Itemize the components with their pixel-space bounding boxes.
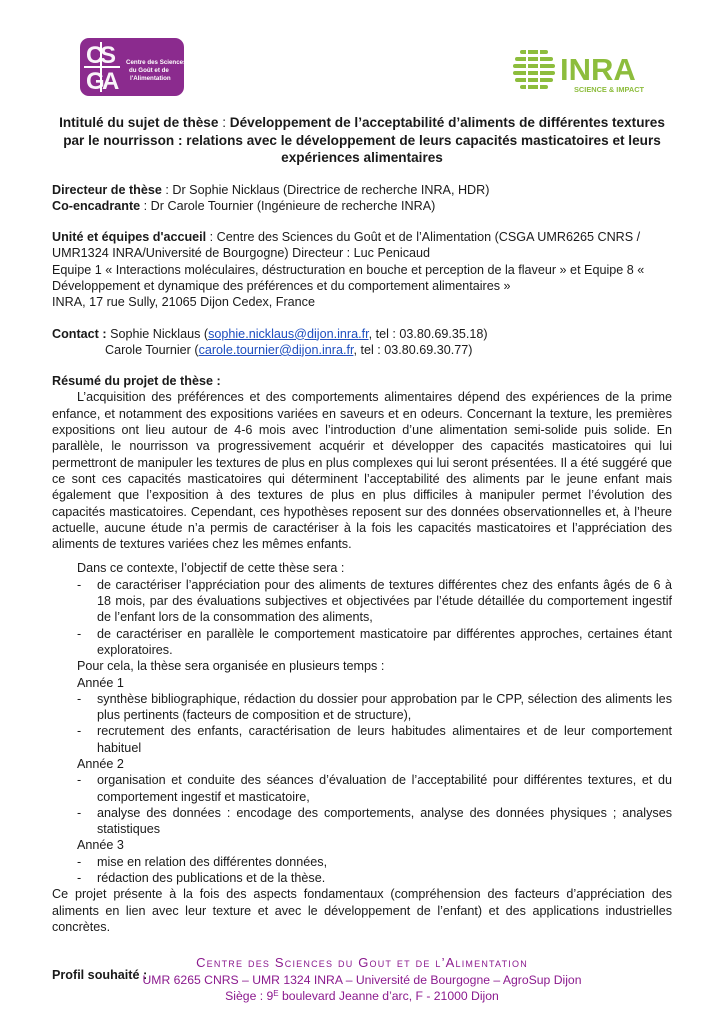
title-text: Développement de l’acceptabilité d’aliments de différentes textures par le nourrisson : relations avec le développement de leurs capacités masticatoires et leurs expériences alimentaires [63, 115, 665, 165]
objective-intro: Dans ce contexte, l’objectif de cette thèse sera : [77, 561, 345, 576]
year-3-label: Année 3 [77, 838, 124, 853]
summary-conclusion: Ce projet présente à la fois des aspects fondamentaux (compréhension des facteurs d’appréciation des aliments en lien avec leur texture et avec le développement de l’enfant) et des applications industrielles concrètes. [52, 887, 672, 934]
inra-tagline: SCIENCE & IMPACT [574, 85, 645, 94]
thesis-title [52, 114, 672, 167]
unit-line-2: Equipe 1 « Interactions moléculaires, déstructuration en bouche et perception de la flaveur » et Equipe 8 « Développement et dynamique des préférences et du comportement alimentaires » [52, 262, 645, 293]
summary-paragraph: L’acquisition des préférences et des comportements alimentaires dépend des expériences de la prime enfance, et notamment des expositions variées en saveurs et en odeurs. Concernant la texture, les premières expositions ont lieu autour de 4-6 mois avec l’introduction d’une alimentation semi-solide puis solide. En parallèle, le nourrisson va progressivement acquérir et développer des capacités masticatoires qui lui permettront de manipuler les textures de plus en plus complexes qui lui seront présentées. Il a été suggéré que ce sont ces capacités masticatoires qui déterminent l’acceptabilité des aliments par le jeune enfant mais également que l’exposition à des textures de plus en plus difficiles à manipuler permet l’évolution des capacités masticatoires. Cependant, ces hypothèses reposent sur des données observationnelles et, à l’heure actuelle, aucune étude n’a permis de caractériser à la fois les capacités masticatoires et l’appréciation des aliments de textures variées chez les mêmes enfants. [52, 390, 672, 552]
year-2-list [52, 772, 672, 837]
footer-address-sup: E [273, 989, 279, 998]
contact-tel-1: , tel : 03.80.69.35.18) [368, 326, 488, 341]
footer-address-prefix: Siège : 9 [225, 989, 274, 1003]
year-2-label: Année 2 [77, 757, 124, 771]
svg-text:A: A [102, 68, 120, 95]
list-item: - recrutement des enfants, caractérisation de leurs habitudes alimentaires et de leur comportement habituel [52, 723, 672, 756]
list-item: - mise en relation des différentes données, [52, 854, 672, 870]
inra-wordmark: INRA [560, 52, 636, 87]
list-item: - organisation et conduite des séances d’évaluation de l’acceptabilité pour différentes textures, et du comportement ingestif et masticatoire, [52, 772, 672, 805]
footer-address [0, 988, 724, 1004]
year-1-list [52, 691, 672, 756]
director-value: : Dr Sophie Nicklaus (Directrice de recherche INRA, HDR) [161, 182, 490, 197]
year-1-label: Année 1 [77, 675, 124, 690]
csga-letters-top: C [86, 42, 104, 69]
footer-address-suffix: boulevard Jeanne d’arc, F - 21000 Dijon [278, 989, 499, 1003]
unit-label: Unité et équipes d'accueil [52, 230, 207, 245]
list-item: - analyse des données : encodage des comportements, analyse des données physiques ; analyses statistiques [52, 805, 672, 838]
list-item: - synthèse bibliographique, rédaction du dossier pour approbation par le CPP, sélection des aliments les plus pertinents (facteurs de composition et de structure), [52, 691, 672, 724]
summary-heading: Résumé du projet de thèse : [52, 374, 221, 389]
coadvisor-label: Co-encadrante [52, 198, 141, 213]
plan-intro: Pour cela, la thèse sera organisée en plusieurs temps : [77, 659, 385, 674]
csga-caption-2: du Goût et de [129, 67, 169, 74]
coadvisor-value: : Dr Carole Tournier (Ingénieure de recherche INRA) [140, 198, 436, 213]
svg-text:S: S [100, 42, 117, 69]
inra-logo [512, 46, 645, 96]
list-item: - de caractériser en parallèle le comportement masticatoire par différentes approches, certaines étant exploratoires. [52, 626, 672, 659]
title-separator: : [218, 115, 230, 130]
email-link-tournier[interactable]: carole.tournier@dijon.inra.fr [198, 342, 354, 357]
coadvisor-line [52, 198, 672, 214]
contact-name-2: Carole Tournier ( [105, 342, 199, 357]
title-label: Intitulé du sujet de thèse [59, 115, 219, 130]
footer-affiliations: UMR 6265 CNRS – UMR 1324 INRA – Université de Bourgogne – AgroSup Dijon [142, 973, 582, 987]
csga-caption-3: l'Alimentation [130, 75, 171, 82]
contact-tel-2: , tel : 03.80.69.30.77) [353, 342, 473, 357]
footer-org-name: Centre des Sciences du Gout et de l’Alimentation [196, 955, 528, 970]
director-label: Directeur de thèse [52, 182, 162, 197]
document-body [52, 114, 672, 984]
profile-heading: Profil souhaité : [52, 968, 148, 983]
contact-name-1: Sophie Nicklaus ( [106, 326, 209, 341]
csga-logo [80, 38, 187, 96]
inra-globe-icon [513, 48, 555, 89]
contact-label: Contact : [52, 326, 107, 341]
unit-line-3: INRA, 17 rue Sully, 21065 Dijon Cedex, France [52, 295, 315, 310]
objectives-list [52, 577, 672, 658]
director-line [52, 182, 672, 198]
contact-line-2 [52, 342, 672, 358]
list-item: - rédaction des publications et de la thèse. [52, 870, 672, 886]
unit-value: : Centre des Sciences du Goût et de l’Alimentation (CSGA UMR6265 CNRS / UMR1324 INRA/Université de Bourgogne) Directeur : Luc Penicaud [52, 230, 641, 261]
list-item: - de caractériser l’appréciation pour des aliments de textures différentes chez des enfants âgés de 6 à 18 mois, par des évaluations subjectives et objectivées par l’étude détaillée du comportement ingestif de l’enfant lors de la consommation des aliments, [52, 577, 672, 626]
contact-line-1 [52, 326, 672, 342]
csga-caption-1: Centre des Sciences [126, 59, 187, 66]
year-3-list [52, 854, 672, 887]
email-link-nicklaus[interactable]: sophie.nicklaus@dijon.inra.fr [208, 326, 369, 341]
unit-line-1 [52, 229, 672, 262]
svg-text:G: G [86, 68, 105, 95]
